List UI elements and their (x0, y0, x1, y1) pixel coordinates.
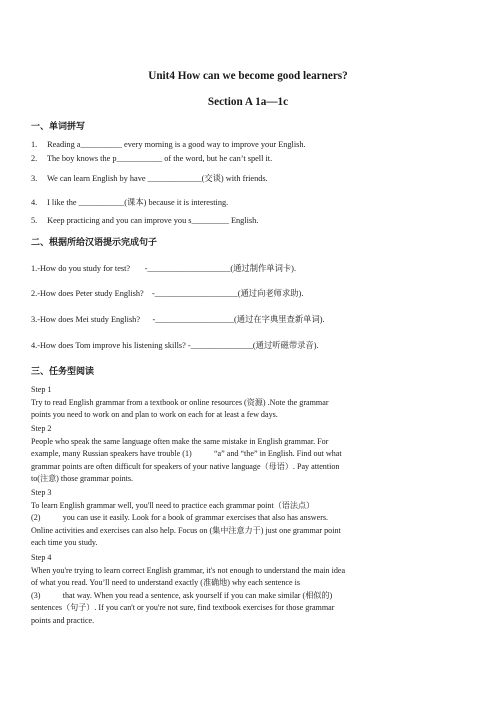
paragraph-line: of what you read. You’ll need to understand exactly (准确地) why each sentence is (31, 578, 301, 588)
paragraph-line: When you're trying to learn correct English grammar, it's not enough to understand the main idea (31, 566, 346, 575)
paragraph-line: (3) that way. When you read a sentence, ask yourself if you can make similar (相似的) (31, 590, 333, 600)
step-1-paragraph (31, 397, 451, 422)
paragraph-line: Online activities and exercises can also help. Focus on (集中注意力于) just one grammar point (31, 525, 341, 535)
paragraph-line: example, many Russian speakers have trouble (1) “a” and “the” in English. Find out what (31, 449, 342, 459)
paragraph-line: (2) you can use it easily. Look for a book of grammar exercises that also has answers. (31, 513, 329, 523)
part2-item-1: 1.-How do you study for test? -____________________(通过制作单词卡). (31, 264, 297, 273)
item-text: The boy knows the p___________ of the word, but he can’t spell it. (46, 154, 273, 163)
paragraph-line: sentences（句子）. If you can't or you're not sure, find textbook exercises for those grammar (31, 603, 335, 613)
part1-item-4 (31, 196, 228, 208)
paragraph-line: To learn English grammar well, you'll need to practice each grammar point（语法点） (31, 501, 315, 510)
item-number: 1. (31, 140, 38, 149)
step-4-paragraph (31, 565, 451, 627)
item-text: Keep practicing and you can improve you s_________ English. (47, 216, 259, 225)
step-3-label: Step 3 (31, 488, 52, 497)
step-2-label: Step 2 (31, 424, 52, 433)
item-number: 2. (31, 154, 38, 163)
paragraph-line: Try to read English grammar from a textbook or online resources (资源) .Note the grammar (31, 398, 329, 407)
item-text: We can learn English by have _____________(交谈) with friends. (46, 174, 268, 183)
part1-item-1 (31, 140, 306, 149)
part1-item-3 (31, 172, 268, 184)
part2-item-2: 2.-How does Peter study English? -____________________(通过向老师求助). (31, 289, 304, 298)
paragraph-line: points you need to work on and plan to work on each for at least a few days. (31, 410, 278, 420)
paragraph-line: grammar points are often difficult for speakers of your native language（母语）. Pay attention (31, 461, 340, 471)
paragraph-line: to(注意) those grammar points. (31, 474, 134, 484)
step-3-paragraph (31, 500, 451, 550)
paragraph-line: each time you study. (31, 538, 98, 548)
part2-item-4: 4.-How does Tom improve his listening skills? -_______________(通过听磁带录音). (31, 341, 319, 350)
document-title: Unit4 How can we become good learners? (148, 70, 348, 82)
part3-heading: 三、任务型阅读 (31, 367, 95, 377)
item-text: Reading a__________ every morning is a good way to improve your English. (47, 140, 306, 149)
step-2-paragraph (31, 436, 451, 486)
part2-heading: 二、根据所给汉语提示完成句子 (31, 238, 158, 248)
paragraph-line: points and practice. (31, 615, 95, 625)
step-4-label: Step 4 (31, 553, 52, 562)
item-number: 5. (31, 216, 38, 225)
part1-heading: 一、单词拼写 (31, 122, 86, 132)
section-subtitle: Section A 1a—1c (207, 96, 289, 108)
item-text: I like the ___________(课本) because it is interesting. (47, 198, 229, 207)
paragraph-line: People who speak the same language often make the same mistake in English grammar. For (31, 437, 329, 446)
item-number: 3. (31, 174, 38, 183)
part1-item-2 (31, 154, 272, 163)
item-number: 4. (31, 198, 38, 207)
part2-item-3: 3.-How does Mei study English? -___________________(通过在字典里查新单词). (31, 315, 325, 324)
step-1-label: Step 1 (31, 385, 52, 394)
part1-item-5 (31, 216, 258, 225)
